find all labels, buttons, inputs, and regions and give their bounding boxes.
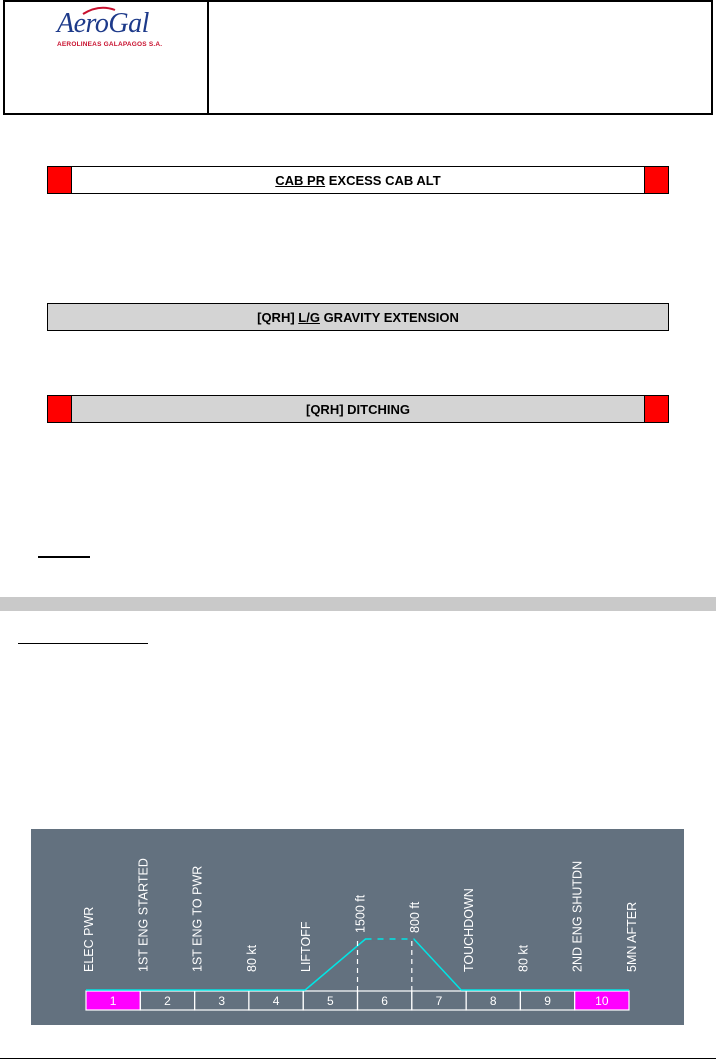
phase-label: TOUCHDOWN — [462, 888, 477, 972]
airline-logo-subtitle: AEROLINEAS GALAPAGOS S.A. — [57, 41, 163, 48]
phase-label: ELEC PWR — [82, 906, 96, 972]
phase-number-4: 4 — [272, 994, 280, 1008]
alert-lg-gravity-extension — [47, 303, 669, 331]
phase-label: 80 kt — [516, 944, 531, 972]
flight-phase-svg — [31, 829, 684, 1025]
flight-profile-line — [305, 939, 461, 990]
phase-number-9: 9 — [544, 994, 551, 1008]
phase-label: 1ST ENG STARTED — [136, 858, 151, 972]
red-square-left — [47, 395, 72, 423]
phase-number-1: 1 — [109, 994, 117, 1008]
phase-label: 800 ft — [407, 901, 422, 933]
phase-number-8: 8 — [489, 994, 497, 1008]
phase-number-5: 5 — [327, 994, 334, 1008]
phase-number-6: 6 — [381, 994, 388, 1008]
airline-logo: AeroGal — [57, 8, 149, 39]
red-square-right — [644, 166, 669, 194]
phase-label: 80 kt — [244, 944, 259, 972]
red-square-left — [47, 166, 72, 194]
phase-label: LIFTOFF — [299, 921, 314, 972]
alert-title: [QRH] DITCHING — [305, 401, 410, 417]
alert-ditching — [47, 395, 669, 423]
phase-label: 5MN AFTER — [625, 901, 639, 972]
alert-title: CAB PR EXCESS CAB ALT — [275, 172, 441, 188]
section-divider — [0, 597, 716, 611]
phase-label: 2ND ENG SHUTDN — [570, 860, 585, 972]
alert-title: [QRH] L/G GRAVITY EXTENSION — [257, 309, 459, 325]
phase-number-10: 10 — [595, 994, 609, 1008]
alert-cab-pr-excess-cab-alt — [47, 166, 669, 194]
red-square-right — [644, 395, 669, 423]
logo-cell — [5, 2, 209, 113]
document-header — [3, 0, 713, 115]
phase-label: 1500 ft — [353, 894, 368, 933]
footer-rule — [0, 1058, 716, 1059]
note-underline — [38, 556, 90, 558]
flight-phase-diagram — [31, 829, 684, 1025]
phase-number-3: 3 — [218, 994, 226, 1008]
phase-number-2: 2 — [164, 994, 171, 1008]
phase-label: 1ST ENG TO PWR — [190, 865, 205, 972]
section-heading-underline — [18, 643, 148, 644]
phase-number-7: 7 — [435, 994, 443, 1008]
